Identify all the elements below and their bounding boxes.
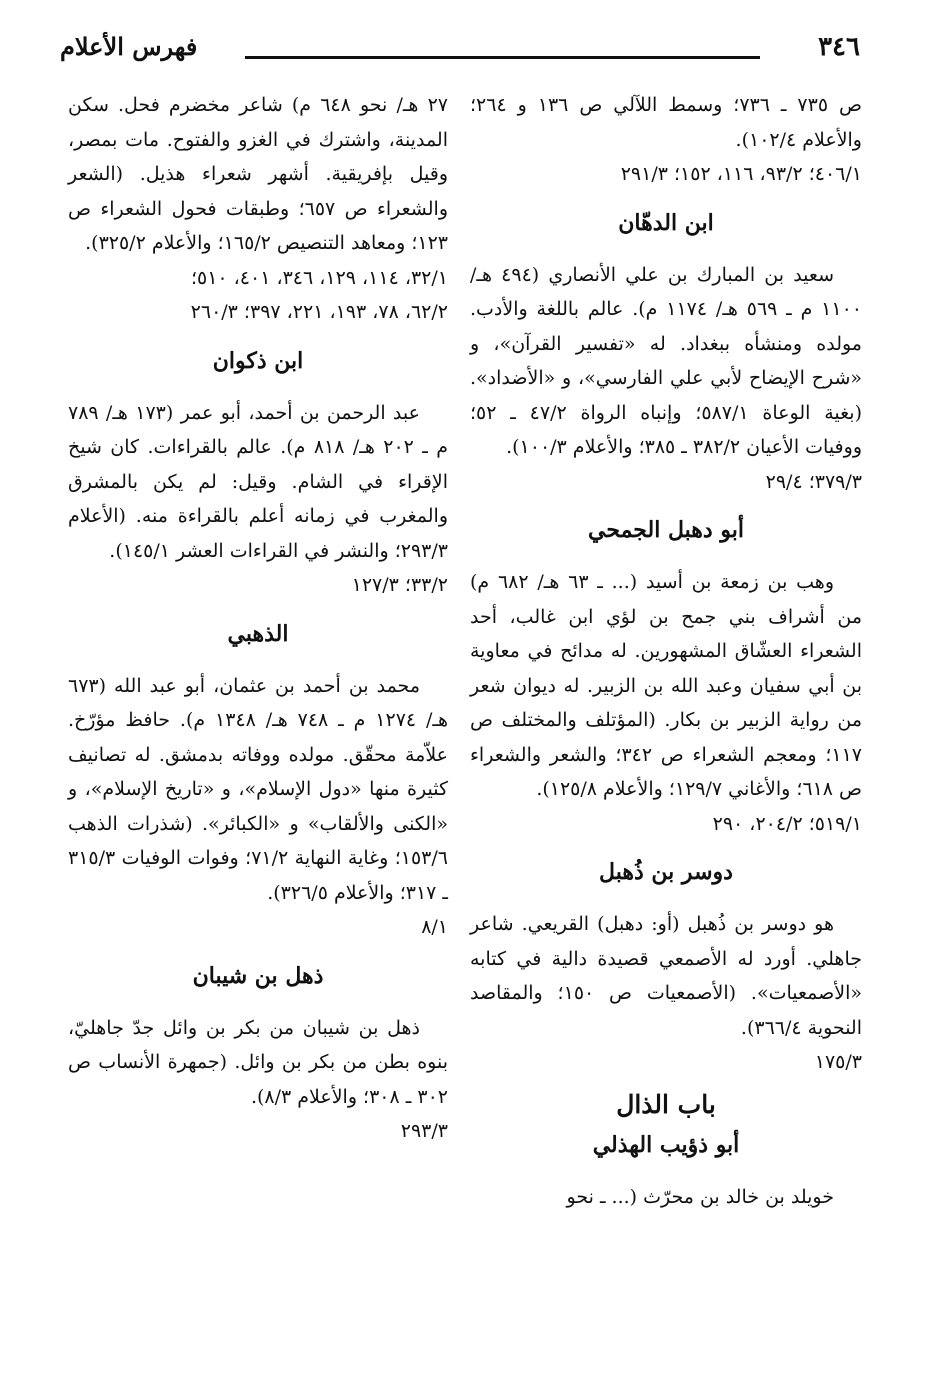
- entry-ref: ٨/١: [421, 916, 448, 938]
- continued-entry-ref: ٤٠٦/١؛ ٩٣/٢، ١١٦، ١٥٢؛ ٢٩١/٣: [620, 163, 862, 185]
- left-column: [68, 88, 448, 1149]
- entry-heading: أبو دهبل الجمحي: [588, 517, 744, 543]
- entry-heading: الذهبي: [227, 620, 289, 647]
- entry-ref: ٣٧٩/٣؛ ٢٩/٤: [765, 470, 862, 493]
- chapter-heading: باب الذال: [616, 1089, 716, 1119]
- entry-text: خويلد بن خالد بن محرّث (... ـ نحو: [566, 1185, 834, 1208]
- entry-heading: ابن الدهّان: [618, 209, 714, 236]
- entry-ref: ٣٣/٢؛ ١٢٧/٣: [351, 574, 448, 596]
- continued-entry-text: ٢٧ هـ/ نحو ٦٤٨ م) شاعر مخضرم فحل. سكن المدينة، واشترك في الغزو والفتوح. مات بمصر، وقيل بإفريقية. أشهر شعراء هذيل. (الشعر والشعراء ص ٦٥٧؛ وطبقات فحول الشعراء ص ١٢٣؛ ومعاهد التنصيص ١٦٥/٢؛ والأعلام ٣٢٥/٢).: [68, 94, 448, 254]
- entry-text: هو دوسر بن ذُهبل (أو: دهبل) القريعي. شاعر جاهلي. أورد له الأصمعي قصيدة دالية في كتابه «الأصمعيات». (الأصمعيات ص ١٥٠؛ والمقاصد النحوية ٣٦٦/٤).: [470, 913, 862, 1039]
- entry-heading: أبو ذؤيب الهذلي: [592, 1131, 740, 1158]
- entry-text: ذهل بن شيبان من بكر بن وائل جدّ جاهليّ، بنوه بطن من بكر بن وائل. (جمهرة الأنساب ص ٣٠٢ ـ ٣٠٨؛ والأعلام ٨/٣).: [68, 1016, 448, 1108]
- running-title: فهرس الأعلام: [60, 32, 198, 61]
- entry-text: محمد بن أحمد بن عثمان، أبو عبد الله (٦٧٣ هـ/ ١٢٧٤ م ـ ٧٤٨ هـ/ ١٣٤٨ م). حافظ مؤرّخ. علاّمة محقّق. مولده ووفاته بدمشق. له تصانيف كثيرة منها «دول الإسلام»، و «تاريخ الإسلام»، و «الكنى والألقاب» و «الكبائر». (شذرات الذهب ١٥٣/٦؛ وغاية النهاية ٧١/٢؛ وفوات الوفيات ٣١٥/٣ ـ ٣١٧؛ والأعلام ٣٢٦/٥).: [68, 674, 448, 904]
- page-header: [60, 30, 860, 74]
- continued-entry-ref: ٣٢/١، ١١٤، ١٢٩، ٣٤٦، ٤٠١، ٥١٠؛: [190, 266, 448, 289]
- right-column: [470, 88, 862, 1214]
- continued-entry-ref: ٦٢/٢، ٧٨، ١٩٣، ٢٢١، ٣٩٧؛ ٢٦٠/٣: [190, 301, 448, 323]
- header-rule: [245, 56, 760, 59]
- page-number: ٣٤٦: [818, 32, 860, 62]
- entry-ref: ٥١٩/١؛ ٢٠٤/٢، ٢٩٠: [712, 812, 862, 835]
- continued-entry-text: ص ٧٣٥ ـ ٧٣٦؛ وسمط اللآلي ص ١٣٦ و ٢٦٤؛ والأعلام ١٠٢/٤).: [470, 94, 862, 151]
- entry-heading: ذهل بن شيبان: [192, 962, 324, 989]
- entry-heading: ابن ذكوان: [212, 347, 304, 374]
- entry-ref: ١٧٥/٣: [814, 1051, 862, 1073]
- entry-ref: ٢٩٣/٣: [400, 1120, 448, 1142]
- entry-text: وهب بن زمعة بن أسيد (... ـ ٦٣ هـ/ ٦٨٢ م) من أشراف بني جمح بن لؤي ابن غالب، أحد الشعراء العشّاق المشهورين. له مدائح في معاوية بن أبي سفيان وعبد الله بن الزبير. له ديوان شعر من رواية الزبير بن بكار. (المؤتلف والمختلف ص ١١٧؛ ومعجم الشعراء ص ٣٤٢؛ والشعر والشعراء ص ٦١٨؛ والأغاني ١٢٩/٧؛ والأعلام ١٢٥/٨).: [470, 571, 862, 800]
- entry-text: سعيد بن المبارك بن علي الأنصاري (٤٩٤ هـ/ ١١٠٠ م ـ ٥٦٩ هـ/ ١١٧٤ م). عالم باللغة والأدب. مولده ومنشأه ببغداد. له «تفسير القرآن»، و «شرح الإيضاح لأبي علي الفارسي»، و «الأضداد». (بغية الوعاة ٥٨٧/١؛ وإنباه الرواة ٤٧/٢ ـ ٥٢؛ ووفيات الأعيان ٣٨٢/٢ ـ ٣٨٥؛ والأعلام ١٠٠/٣).: [470, 263, 862, 458]
- entry-heading: دوسر بن ذُهبل: [599, 859, 733, 885]
- entry-text: عبد الرحمن بن أحمد، أبو عمر (١٧٣ هـ/ ٧٨٩ م ـ ٢٠٢ هـ/ ٨١٨ م). عالم بالقراءات. كان شيخ الإقراء في الشام. وقيل: لم يكن بالمشرق والمغرب في زمانه أعلم بالقراءة منه. (الأعلام ٢٩٣/٣؛ والنشر في القراءات العشر ١٤٥/١).: [68, 401, 448, 562]
